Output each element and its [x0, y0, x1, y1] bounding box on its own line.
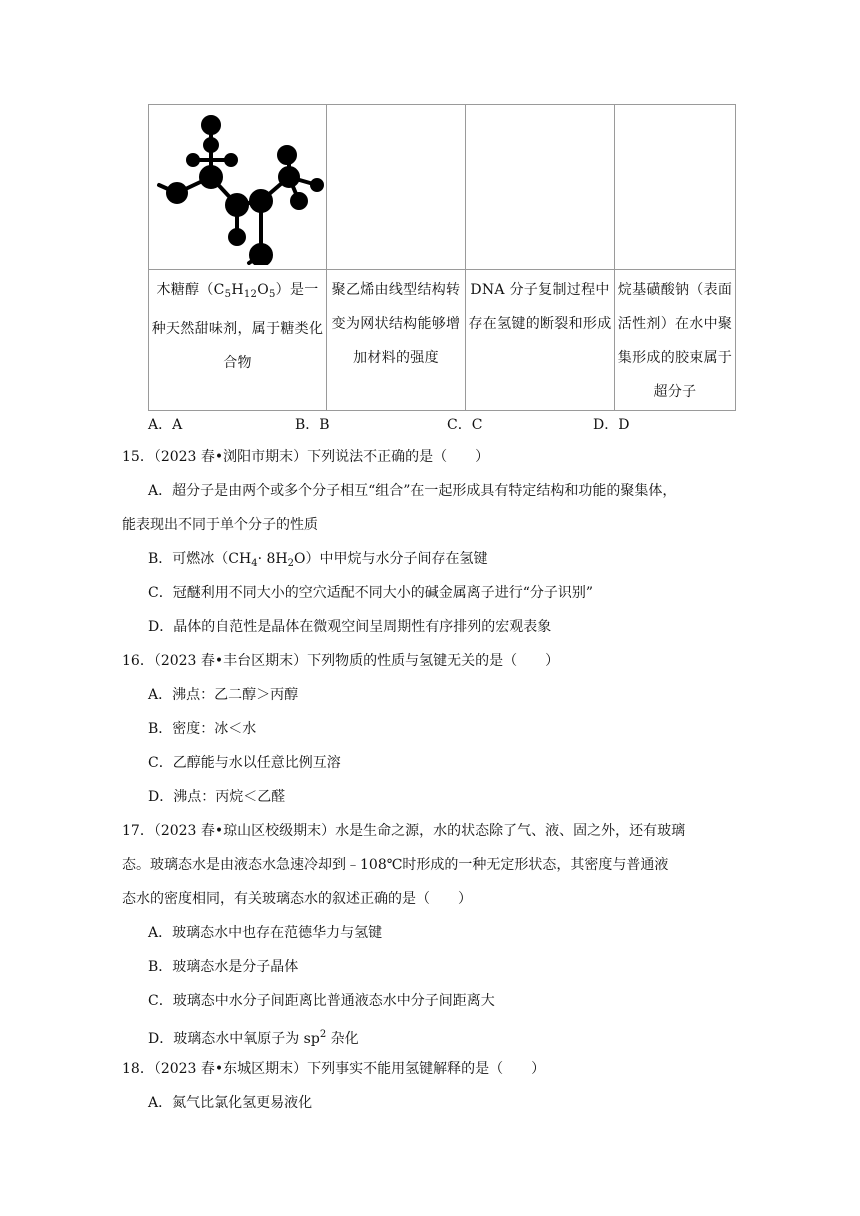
- question-15-stem: 15．（2023 春•浏阳市期末）下列说法不正确的是（ ）: [122, 449, 490, 465]
- q15-option-c[interactable]: C．冠醚利用不同大小的空穴适配不同大小的碱金属离子进行“分子识别”: [148, 585, 594, 601]
- table-cell-empty: [466, 105, 615, 270]
- q15-option-a[interactable]: A．超分子是由两个或多个分子相互“组合”在一起形成具有特定结构和功能的聚集体，: [148, 483, 677, 499]
- table-cell-dna: [466, 270, 615, 411]
- cell-text: DNA 分子复制过程中存在氢键的断裂和形成: [468, 282, 612, 332]
- q15-option-d[interactable]: D．晶体的自范性是晶体在微观空间呈周期性有序排列的宏观表象: [148, 619, 552, 635]
- table-cell-surfactant: [615, 270, 736, 411]
- choice-c[interactable]: C．C: [447, 417, 483, 433]
- q14-choices: [148, 414, 708, 436]
- q17-option-b[interactable]: B．玻璃态水是分子晶体: [148, 959, 299, 975]
- table-cell-xylitol: [149, 270, 327, 411]
- q16-option-b[interactable]: B．密度：冰＜水: [148, 721, 257, 737]
- options-table: [148, 104, 736, 411]
- table-cell-empty: [327, 105, 466, 270]
- molecule-model-icon: [149, 105, 326, 265]
- table-cell-image: [149, 105, 327, 270]
- choice-a[interactable]: A．A: [148, 417, 183, 433]
- choice-b[interactable]: B．B: [295, 417, 330, 433]
- q17-option-d[interactable]: D．玻璃态水中氧原子为 $sp^2$ 杂化: [148, 1029, 359, 1047]
- question-18-stem: 18．（2023 春•东城区期末）下列事实不能用氢键解释的是（ ）: [122, 1061, 546, 1077]
- cell-text: 木糖醇$(C_5H_{12}O_5)$是一种天然甜味剂，属于糖类化合物: [151, 282, 324, 371]
- question-17-stem-cont: 态水的密度相同，有关玻璃态水的叙述正确的是（ ）: [122, 891, 472, 907]
- cell-text: 聚乙烯由线型结构转变为网状结构能够增加材料的强度: [331, 282, 461, 366]
- table-cell-empty: [615, 105, 736, 270]
- q18-option-a[interactable]: A．氮气比氯化氢更易液化: [148, 1095, 313, 1111]
- choice-d[interactable]: D．D: [593, 417, 630, 433]
- q15-option-a-cont: 能表现出不同于单个分子的性质: [122, 517, 318, 533]
- question-16-stem: 16．（2023 春•丰台区期末）下列物质的性质与氢键无关的是（ ）: [122, 653, 560, 669]
- q17-option-c[interactable]: C．玻璃态中水分子间距离比普通液态水中分子间距离大: [148, 993, 495, 1009]
- q17-option-a[interactable]: A．玻璃态水中也存在范德华力与氢键: [148, 925, 383, 941]
- table-cell-polyethylene: [327, 270, 466, 411]
- q16-option-d[interactable]: D．沸点：丙烷＜乙醛: [148, 789, 286, 805]
- question-17-stem-cont: 态。玻璃态水是由液态水急速冷却到﹣108℃时形成的一种无定形状态，其密度与普通液: [122, 857, 669, 873]
- cell-text: 烷基磺酸钠（表面活性剂）在水中聚集形成的胶束属于超分子: [617, 282, 733, 400]
- q16-option-c[interactable]: C．乙醇能与水以任意比例互溶: [148, 755, 341, 771]
- q16-option-a[interactable]: A．沸点：乙二醇＞丙醇: [148, 687, 299, 703]
- q15-option-b[interactable]: B．可燃冰$(CH_4\cdot 8H_2O)$中甲烷与水分子间存在氢键: [148, 551, 488, 569]
- question-17-stem: 17．（2023 春•琼山区校级期末）水是生命之源，水的状态除了气、液、固之外，还有玻璃: [122, 823, 686, 839]
